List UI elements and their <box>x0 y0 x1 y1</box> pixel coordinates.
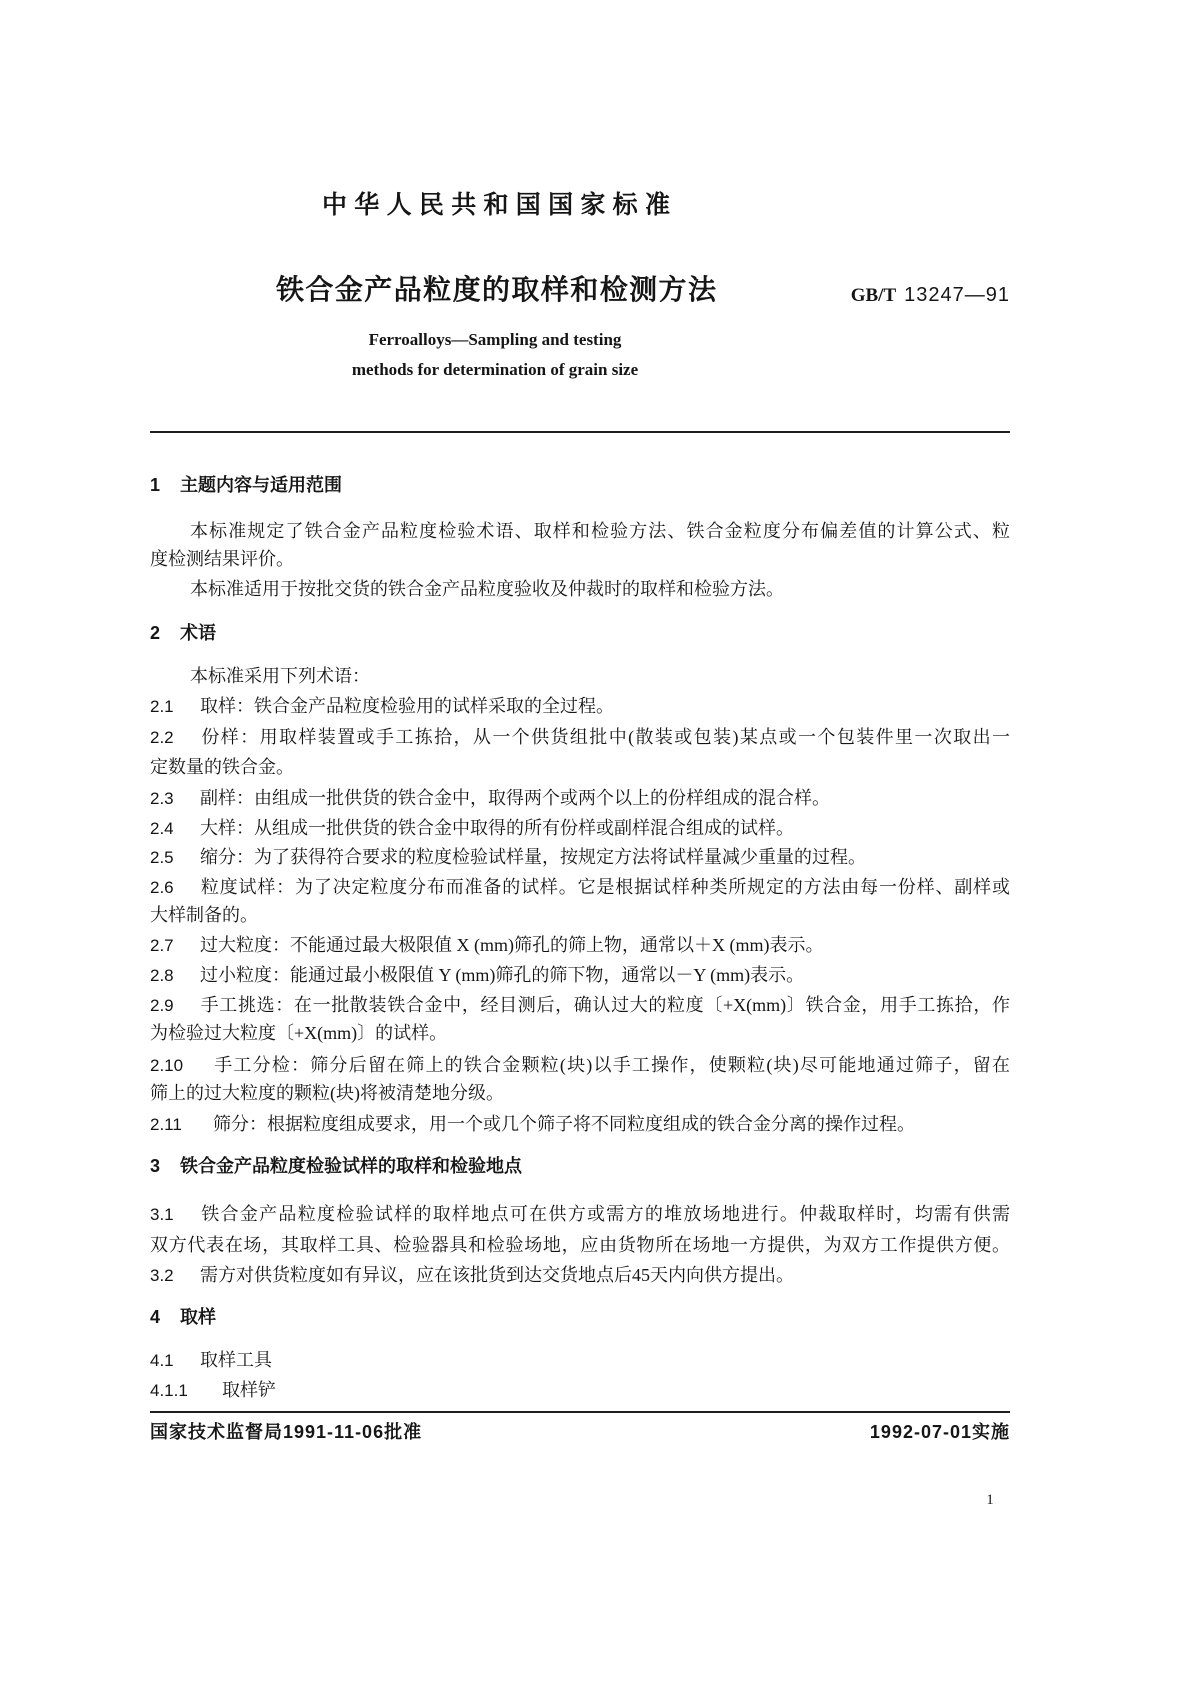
section-number: 1 <box>150 475 161 495</box>
section-2-heading <box>150 619 1010 647</box>
section-title: 术语 <box>180 623 216 643</box>
clause-text: 铁合金产品粒度检验试样的取样地点可在供方或需方的堆放场地进行。仲裁取样时，均需有供需 <box>200 1204 1010 1224</box>
clause-number: 2.4 <box>150 819 174 838</box>
english-title-line-2: methods for determination of grain size <box>351 360 639 379</box>
clause-text: 缩分：为了获得符合要求的粒度检验试样量，按规定方法将试样量减少重量的过程。 <box>200 847 866 867</box>
clause-number: 2.10 <box>150 1056 184 1075</box>
clause-number: 2.8 <box>150 966 174 985</box>
clause-number: 2.2 <box>150 728 174 747</box>
section-number: 4 <box>150 1307 161 1327</box>
clause-2-5 <box>150 843 1010 871</box>
clause-2-2-line-2: 定数量的铁合金。 <box>150 757 294 777</box>
footer-divider <box>150 1411 1010 1413</box>
clause-2-10-line-1 <box>150 1051 1010 1079</box>
clause-2-3 <box>150 784 1010 812</box>
clause-text: 副样：由组成一批供货的铁合金中，取得两个或两个以上的份样组成的混合样。 <box>200 788 830 808</box>
clause-4-1 <box>150 1346 1010 1374</box>
clause-4-1-1 <box>150 1376 1010 1404</box>
section-title: 主题内容与适用范围 <box>180 475 342 495</box>
clause-text: 大样：从组成一批供货的铁合金中取得的所有份样或副样混合组成的试样。 <box>200 818 794 838</box>
clause-text: 份样：用取样装置或手工拣拾，从一个供货组批中(散装或包装)某点或一个包装件里一次取出一 <box>200 727 1010 747</box>
document-title: 铁合金产品粒度的取样和检测方法 <box>276 274 716 305</box>
clause-2-9-line-1 <box>150 991 1010 1019</box>
clause-number: 2.9 <box>150 996 174 1015</box>
section-1-paragraph-1-line-1: 本标准规定了铁合金产品粒度检验术语、取样和检验方法、铁合金粒度分布偏差值的计算公式、粒 <box>190 521 1010 541</box>
clause-number: 2.7 <box>150 936 174 955</box>
clause-2-11 <box>150 1110 1010 1138</box>
clause-text: 过大粒度：不能通过最大极限值 X (mm)筛孔的筛上物，通常以＋X (mm)表示。 <box>200 935 824 955</box>
clause-number: 3.2 <box>150 1266 174 1285</box>
english-title-line-1: Ferroalloys—Sampling and testing <box>368 330 622 349</box>
clause-text: 取样工具 <box>200 1350 272 1370</box>
clause-number: 2.6 <box>150 878 174 897</box>
clause-text: 需方对供货粒度如有异议，应在该批货到达交货地点后45天内向供方提出。 <box>200 1265 794 1285</box>
section-4-heading <box>150 1303 1010 1331</box>
clause-number: 4.1.1 <box>150 1381 188 1400</box>
clause-2-1 <box>150 692 1010 720</box>
clause-2-6-line-1 <box>150 873 1010 901</box>
clause-number: 4.1 <box>150 1351 174 1370</box>
clause-number: 2.11 <box>150 1115 182 1134</box>
section-1-heading <box>150 471 1010 499</box>
clause-number: 2.1 <box>150 697 174 716</box>
standard-code <box>790 280 1010 310</box>
effective-date: 1992-07-01实施 <box>869 1422 1010 1442</box>
national-standard-header: 中华人民共和国国家标准 <box>322 191 670 219</box>
clause-2-6-line-2: 大样制备的。 <box>150 905 258 925</box>
standard-code-number: 13247—91 <box>904 284 1010 306</box>
clause-number: 2.5 <box>150 848 174 867</box>
clause-text: 取样：铁合金产品粒度检验用的试样采取的全过程。 <box>200 696 614 716</box>
clause-2-10-line-2: 筛上的过大粒度的颗粒(块)将被清楚地分级。 <box>150 1083 504 1103</box>
clause-number: 3.1 <box>150 1205 174 1224</box>
clause-text: 筛分：根据粒度组成要求，用一个或几个筛子将不同粒度组成的铁合金分离的操作过程。 <box>213 1114 915 1134</box>
clause-2-2-line-1 <box>150 723 1010 751</box>
clause-3-1-line-2: 双方代表在场，其取样工具、检验器具和检验场地，应由货物所在场地一方提供，为双方工作提供方便。 <box>150 1235 1010 1255</box>
section-number: 3 <box>150 1156 161 1176</box>
clause-3-2 <box>150 1261 1010 1289</box>
clause-text: 过小粒度：能通过最小极限值 Y (mm)筛孔的筛下物，通常以－Y (mm)表示。 <box>200 965 805 985</box>
section-1-paragraph-1-line-2: 度检测结果评价。 <box>150 549 294 569</box>
clause-number: 2.3 <box>150 789 174 808</box>
clause-2-8 <box>150 961 1010 989</box>
clause-3-1-line-1 <box>150 1200 1010 1228</box>
clause-2-7 <box>150 931 1010 959</box>
section-number: 2 <box>150 623 161 643</box>
standard-code-prefix: GB/T <box>850 285 897 306</box>
clause-text: 手工分检：筛分后留在筛上的铁合金颗粒(块)以手工操作，使颗粒(块)尽可能地通过筛子，留在 <box>213 1055 1010 1075</box>
page-number: 1 <box>986 1492 994 1508</box>
section-1-paragraph-2-line-1: 本标准适用于按批交货的铁合金产品粒度验收及仲裁时的取样和检验方法。 <box>190 579 784 599</box>
clause-text: 取样铲 <box>222 1380 276 1400</box>
clause-text: 手工挑选：在一批散装铁合金中，经目测后，确认过大的粒度〔+X(mm)〕铁合金，用手工拣拾，作 <box>200 995 1010 1015</box>
clause-2-9-line-2: 为检验过大粒度〔+X(mm)〕的试样。 <box>150 1023 448 1043</box>
section-2-intro: 本标准采用下列术语： <box>190 666 370 686</box>
section-title: 取样 <box>180 1307 216 1327</box>
section-3-heading <box>150 1152 1010 1180</box>
section-title: 铁合金产品粒度检验试样的取样和检验地点 <box>180 1156 522 1176</box>
approval-date: 国家技术监督局1991-11-06批准 <box>150 1422 423 1442</box>
clause-2-4 <box>150 814 1010 842</box>
title-divider <box>150 431 1010 433</box>
clause-text: 粒度试样：为了决定粒度分布而准备的试样。它是根据试样种类所规定的方法由每一份样、副样或 <box>200 877 1010 897</box>
